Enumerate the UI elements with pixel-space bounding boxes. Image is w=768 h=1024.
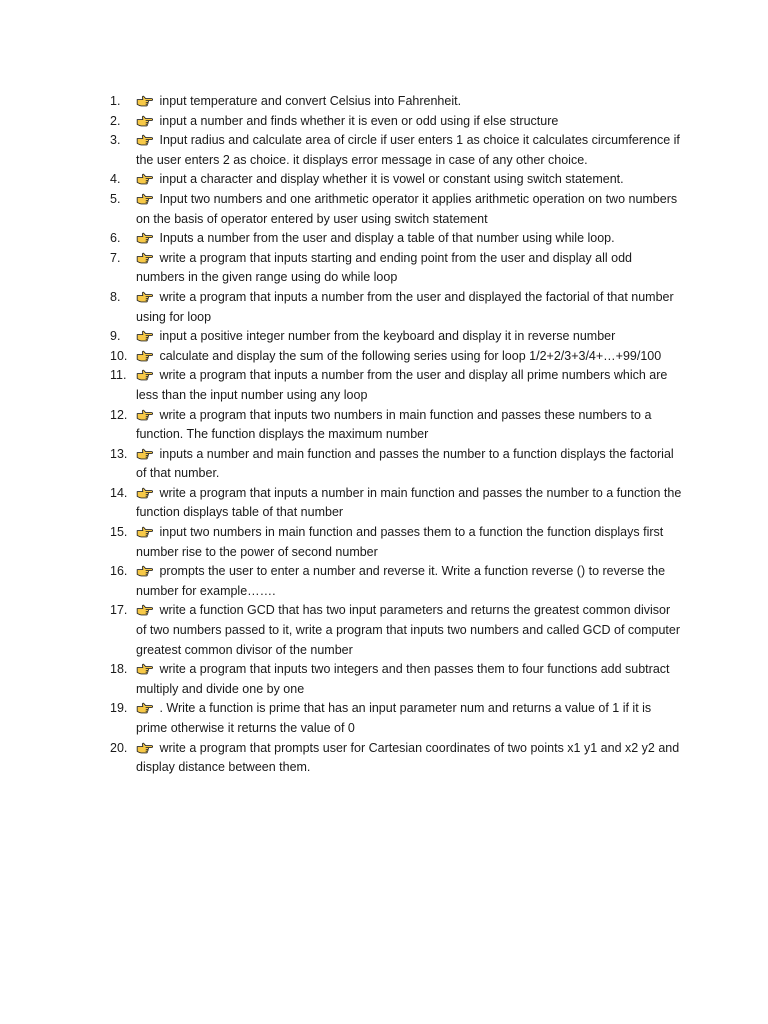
pointing-hand-icon — [136, 565, 153, 577]
item-text: Input radius and calculate area of circle if user enters 1 as choice it calculates circumference if the user enters 2 as choice. it displays error message in case of any other choice. — [136, 133, 680, 167]
item-number: 7. — [110, 250, 121, 265]
pointing-hand-icon — [136, 115, 153, 127]
item-number: 13. — [110, 446, 128, 461]
item-text: Inputs a number from the user and display a table of that number using while loop. — [159, 231, 615, 246]
list-item — [104, 660, 684, 699]
list-item — [104, 523, 684, 562]
pointing-hand-icon — [136, 369, 153, 381]
pointing-hand-icon — [136, 663, 153, 675]
list-item — [104, 112, 684, 132]
list-item — [104, 699, 684, 738]
list-item — [104, 484, 684, 523]
pointing-hand-icon — [136, 702, 153, 714]
item-text: write a function GCD that has two input parameters and returns the greatest common divisor of two numbers passed to it, write a program that inputs two numbers and called GCD of computer greatest common divisor of the number — [136, 603, 681, 657]
pointing-hand-icon — [136, 193, 153, 205]
pointing-hand-icon — [136, 134, 153, 146]
pointing-hand-icon — [136, 604, 153, 616]
item-number: 5. — [110, 191, 121, 206]
item-number: 2. — [110, 113, 121, 128]
item-number: 12. — [110, 407, 128, 422]
item-number: 17. — [110, 603, 128, 618]
item-text: input two numbers in main function and passes them to a function the function displays first number rise to the power of second number — [136, 525, 664, 559]
item-text: prompts the user to enter a number and reverse it. Write a function reverse () to reverse the number for example……. — [136, 564, 666, 598]
item-number: 11. — [110, 368, 127, 383]
item-number: 20. — [110, 740, 128, 755]
item-text: . Write a function is prime that has an input parameter num and returns a value of 1 if it is prime otherwise it returns the value of 0 — [136, 701, 652, 735]
item-text: write a program that prompts user for Cartesian coordinates of two points x1 y1 and x2 y2 and display distance between them. — [136, 740, 680, 775]
list-item — [104, 406, 684, 445]
item-text: inputs a number and main function and passes the number to a function displays the factorial of that number. — [136, 446, 674, 481]
pointing-hand-icon — [136, 232, 153, 244]
item-text: write a program that inputs two numbers in main function and passes these numbers to a function. The function displays the maximum number — [136, 407, 652, 442]
pointing-hand-icon — [136, 350, 153, 362]
list-item — [104, 190, 684, 229]
list-item — [104, 445, 684, 484]
list-item — [104, 131, 684, 170]
list-item — [104, 562, 684, 601]
pointing-hand-icon — [136, 173, 153, 185]
item-number: 16. — [110, 564, 128, 579]
task-list — [104, 92, 684, 778]
item-number: 4. — [110, 172, 121, 187]
item-number: 18. — [110, 662, 128, 677]
pointing-hand-icon — [136, 487, 153, 499]
list-item — [104, 288, 684, 327]
item-number: 6. — [110, 231, 121, 246]
pointing-hand-icon — [136, 330, 153, 342]
item-text: calculate and display the sum of the following series using for loop 1/2+2/3+3/4+…+99/100 — [159, 348, 662, 363]
item-text: write a program that inputs starting and ending point from the user and display all odd numbers in the given range using do while loop — [136, 250, 632, 285]
list-item — [104, 170, 684, 190]
item-number: 9. — [110, 329, 121, 344]
pointing-hand-icon — [136, 448, 153, 460]
item-number: 10. — [110, 348, 128, 363]
list-item — [104, 229, 684, 249]
pointing-hand-icon — [136, 252, 153, 264]
item-text: Input two numbers and one arithmetic operator it applies arithmetic operation on two numbers on the basis of operator entered by user using switch statement — [136, 191, 678, 226]
list-item — [104, 327, 684, 347]
list-item — [104, 739, 684, 778]
item-text: write a program that inputs a number in main function and passes the number to a function the function displays table of that number — [136, 485, 682, 520]
item-number: 3. — [110, 133, 121, 148]
list-item — [104, 249, 684, 288]
item-number: 19. — [110, 701, 128, 716]
pointing-hand-icon — [136, 291, 153, 303]
list-item — [104, 347, 684, 367]
item-text: write a program that inputs a number from the user and displayed the factorial of that number using for loop — [136, 289, 674, 324]
item-text: input temperature and convert Celsius into Fahrenheit. — [159, 94, 462, 108]
pointing-hand-icon — [136, 409, 153, 421]
pointing-hand-icon — [136, 742, 153, 754]
pointing-hand-icon — [136, 95, 153, 107]
item-number: 15. — [110, 525, 128, 540]
item-text: input a character and display whether it is vowel or constant using switch statement. — [159, 172, 624, 187]
item-text: write a program that inputs two integers and then passes them to four functions add subtract multiply and divide one by one — [136, 662, 670, 696]
list-item — [104, 366, 684, 405]
list-item — [104, 601, 684, 660]
item-text: input a positive integer number from the keyboard and display it in reverse number — [159, 329, 616, 344]
item-number: 1. — [110, 94, 121, 108]
item-text: write a program that inputs a number from the user and display all prime numbers which are less than the input number using any loop — [136, 368, 668, 402]
pointing-hand-icon — [136, 526, 153, 538]
item-number: 14. — [110, 485, 128, 500]
item-text: input a number and finds whether it is even or odd using if else structure — [159, 113, 559, 128]
list-item — [104, 92, 684, 112]
item-number: 8. — [110, 289, 121, 304]
